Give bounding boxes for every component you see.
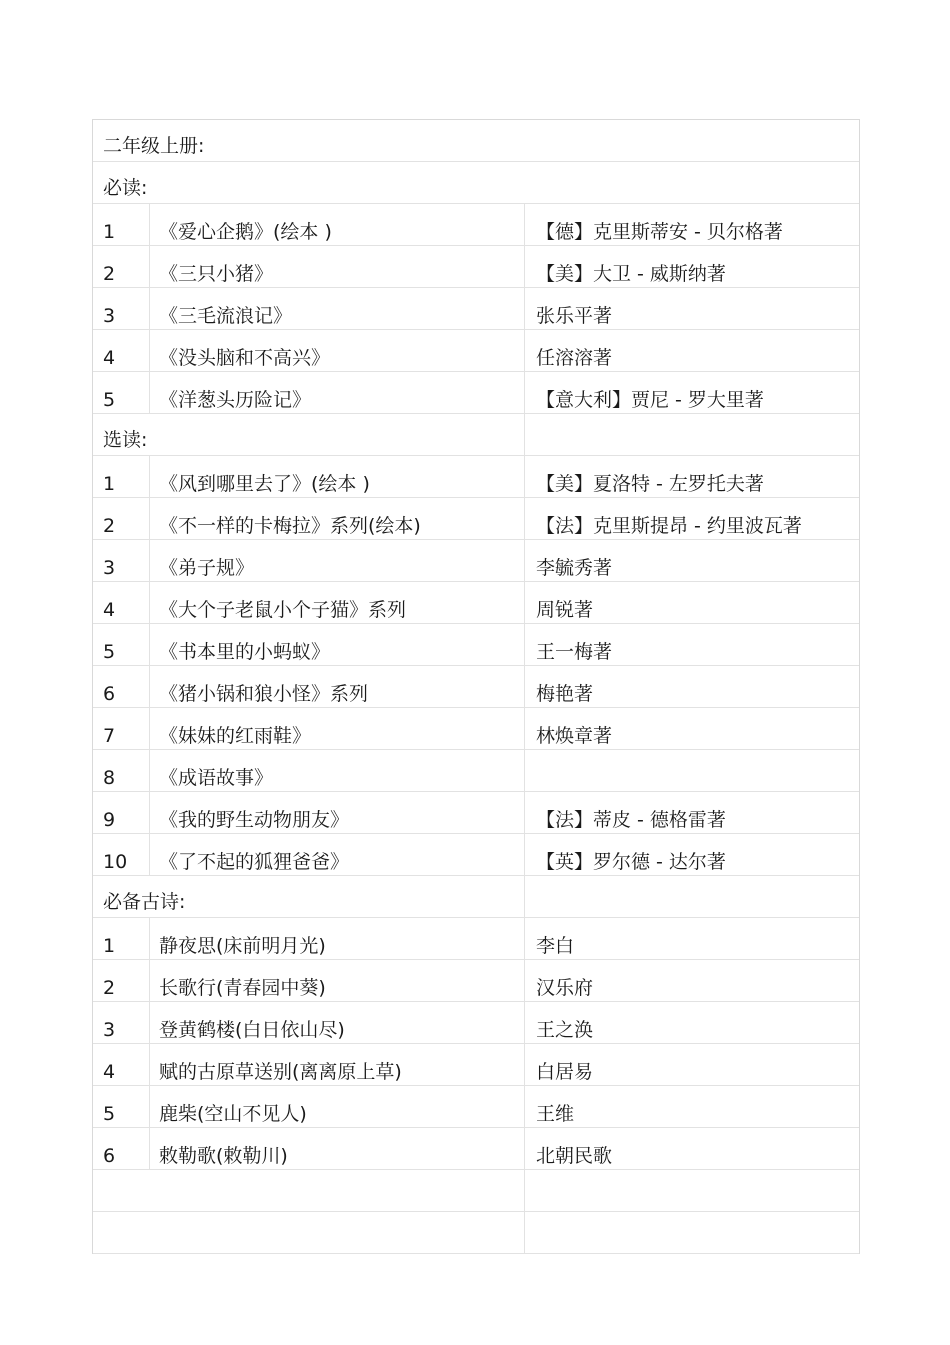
item-number: 4 <box>103 347 116 369</box>
item-title: 《没头脑和不高兴》 <box>159 347 331 369</box>
item-title: 《风到哪里去了》(绘本 ) <box>159 473 370 495</box>
item-number: 2 <box>103 515 116 537</box>
page-title: 二年级上册: <box>103 135 205 157</box>
table-row <box>93 1128 859 1170</box>
section-header-row <box>93 162 859 204</box>
number-column-divider <box>149 204 150 414</box>
table-row <box>93 792 859 834</box>
item-author: 李毓秀著 <box>536 557 613 579</box>
item-title: 赋的古原草送别(离离原上草) <box>159 1061 402 1083</box>
section-label: 必备古诗: <box>103 891 186 913</box>
item-author: 【意大利】贾尼 - 罗大里著 <box>536 389 764 411</box>
number-column-divider <box>149 456 150 876</box>
section-header-row <box>93 876 859 918</box>
item-title: 《三毛流浪记》 <box>159 305 293 327</box>
table-row <box>93 666 859 708</box>
table-row <box>93 834 859 876</box>
section-label: 必读: <box>103 177 148 199</box>
item-author: 【德】克里斯蒂安 - 贝尔格著 <box>536 221 783 243</box>
item-title: 《弟子规》 <box>159 557 255 579</box>
author-column-divider <box>524 204 525 1254</box>
item-number: 1 <box>103 935 116 957</box>
table-row <box>93 918 859 960</box>
item-author: 【美】夏洛特 - 左罗托夫著 <box>536 473 764 495</box>
item-title: 《妹妹的红雨鞋》 <box>159 725 312 747</box>
item-author: 王一梅著 <box>536 641 613 663</box>
item-title: 《大个子老鼠小个子猫》系列 <box>159 599 407 621</box>
item-number: 5 <box>103 641 116 663</box>
item-author: 王维 <box>536 1103 575 1125</box>
table-row <box>93 582 859 624</box>
table-row <box>93 456 859 498</box>
item-title: 敕勒歌(敕勒川) <box>159 1145 288 1167</box>
item-author: 王之涣 <box>536 1019 594 1041</box>
item-title: 登黄鹤楼(白日依山尽) <box>159 1019 345 1041</box>
item-number: 2 <box>103 977 116 999</box>
item-title: 《洋葱头历险记》 <box>159 389 312 411</box>
section-header-row <box>93 414 859 456</box>
table-row <box>93 1086 859 1128</box>
item-number: 10 <box>103 851 128 873</box>
item-author: 梅艳著 <box>536 683 594 705</box>
item-number: 5 <box>103 389 116 411</box>
table-row <box>93 288 859 330</box>
item-author <box>536 750 856 791</box>
item-author: 任溶溶著 <box>536 347 613 369</box>
item-title: 鹿柴(空山不见人) <box>159 1103 307 1125</box>
table-body <box>93 162 859 1170</box>
table-row <box>93 330 859 372</box>
item-number: 3 <box>103 557 116 579</box>
table-row <box>93 1044 859 1086</box>
table-row <box>93 750 859 792</box>
item-author: 【法】蒂皮 - 德格雷著 <box>536 809 726 831</box>
item-title: 《不一样的卡梅拉》系列(绘本) <box>159 515 421 537</box>
item-title: 《成语故事》 <box>159 767 274 789</box>
table-row <box>93 708 859 750</box>
item-number: 9 <box>103 809 116 831</box>
table-row <box>93 204 859 246</box>
item-author: 【法】克里斯提昂 - 约里波瓦著 <box>536 515 802 537</box>
item-number: 5 <box>103 1103 116 1125</box>
reading-list-table <box>92 119 860 1254</box>
item-title: 长歌行(青春园中葵) <box>159 977 326 999</box>
item-author: 【美】大卫 - 威斯纳著 <box>536 263 726 285</box>
item-title: 静夜思(床前明月光) <box>159 935 326 957</box>
number-column-divider <box>149 918 150 1170</box>
item-number: 8 <box>103 767 116 789</box>
item-number: 1 <box>103 473 116 495</box>
item-author: 张乐平著 <box>536 305 613 327</box>
table-row <box>93 372 859 414</box>
item-author: 周锐著 <box>536 599 594 621</box>
table-row <box>93 624 859 666</box>
item-title: 《爱心企鹅》(绘本 ) <box>159 221 332 243</box>
item-number: 7 <box>103 725 116 747</box>
table-row <box>93 246 859 288</box>
empty-row <box>93 1212 859 1254</box>
table-row <box>93 498 859 540</box>
item-title: 《我的野生动物朋友》 <box>159 809 350 831</box>
item-title: 《三只小猪》 <box>159 263 274 285</box>
item-number: 6 <box>103 683 116 705</box>
table-heading-row <box>93 120 859 162</box>
item-author: 林焕章著 <box>536 725 613 747</box>
item-number: 2 <box>103 263 116 285</box>
item-number: 4 <box>103 1061 116 1083</box>
item-number: 6 <box>103 1145 116 1167</box>
item-title: 《了不起的狐狸爸爸》 <box>159 851 350 873</box>
item-author: 白居易 <box>536 1061 594 1083</box>
item-number: 3 <box>103 305 116 327</box>
item-author: 【英】罗尔德 - 达尔著 <box>536 851 726 873</box>
section-label: 选读: <box>103 429 148 451</box>
item-author: 李白 <box>536 935 575 957</box>
item-title: 《猪小锅和狼小怪》系列 <box>159 683 369 705</box>
item-author: 北朝民歌 <box>536 1145 613 1167</box>
table-row <box>93 540 859 582</box>
item-number: 4 <box>103 599 116 621</box>
item-number: 3 <box>103 1019 116 1041</box>
table-row <box>93 960 859 1002</box>
empty-row <box>93 1170 859 1212</box>
item-number: 1 <box>103 221 116 243</box>
item-author: 汉乐府 <box>536 977 594 999</box>
item-title: 《书本里的小蚂蚁》 <box>159 641 331 663</box>
table-row <box>93 1002 859 1044</box>
